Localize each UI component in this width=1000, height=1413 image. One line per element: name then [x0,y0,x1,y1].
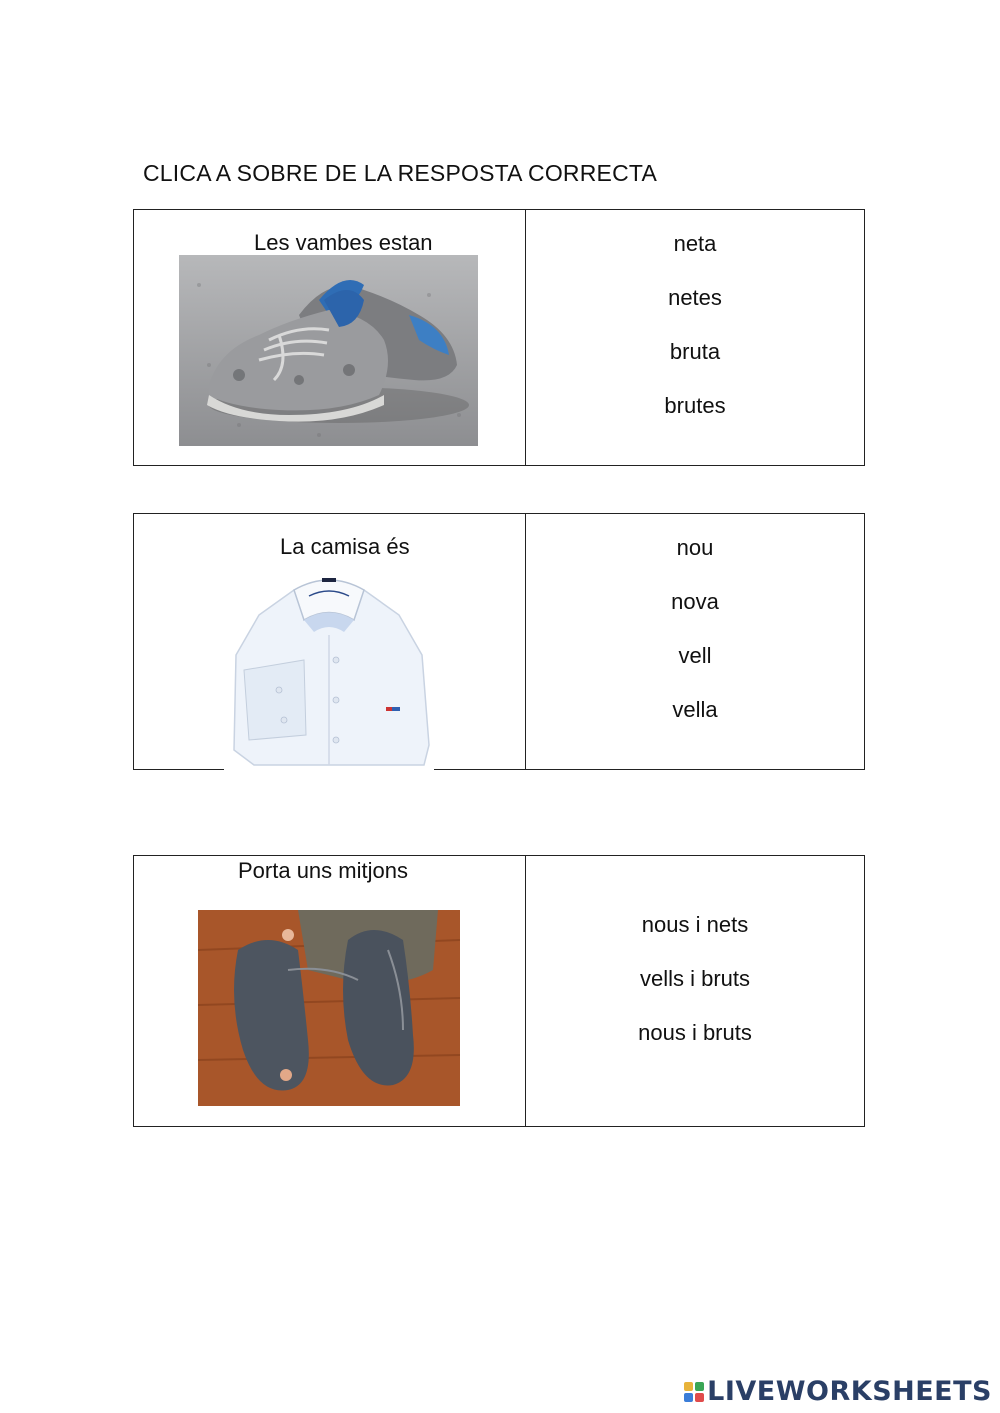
logo-square-blue [684,1393,693,1402]
question-card-2 [133,513,865,770]
liveworksheets-logo-icon [684,1382,704,1402]
question-prompt-panel [134,210,526,465]
answer-option[interactable]: nou [676,535,714,560]
logo-square-green [695,1382,704,1391]
answer-option[interactable]: bruta [669,339,721,364]
question-card-1 [133,209,865,466]
answer-option[interactable]: vell [678,643,712,668]
question-prompt: La camisa és [280,534,410,559]
liveworksheets-logo [684,1376,992,1407]
answer-option[interactable]: nous i nets [641,912,749,937]
question-prompt-panel [134,856,526,1126]
answer-option[interactable]: vella [672,697,718,722]
answer-option[interactable]: nova [671,589,719,614]
answer-option[interactable]: vells i bruts [639,966,751,991]
question-card-3 [133,855,865,1127]
answer-options-panel [526,856,864,1126]
answer-option[interactable]: brutes [664,393,726,418]
question-prompt-panel [134,514,526,769]
question-prompt: Porta uns mitjons [238,858,408,883]
answer-option[interactable]: neta [673,231,717,256]
instruction-heading: CLICA A SOBRE DE LA RESPOSTA CORRECTA [143,160,657,186]
answer-options-panel [526,210,864,465]
socks-image [198,910,460,1106]
answer-option[interactable]: nous i bruts [638,1020,752,1045]
logo-square-yellow [684,1382,693,1391]
answer-options-panel [526,514,864,769]
logo-square-red [695,1393,704,1402]
answer-option[interactable]: netes [668,285,722,310]
logo-text: LIVEWORKSHEETS [707,1376,992,1407]
shirt-image [224,560,434,770]
sneakers-image [179,255,478,446]
question-prompt: Les vambes estan [254,230,433,255]
